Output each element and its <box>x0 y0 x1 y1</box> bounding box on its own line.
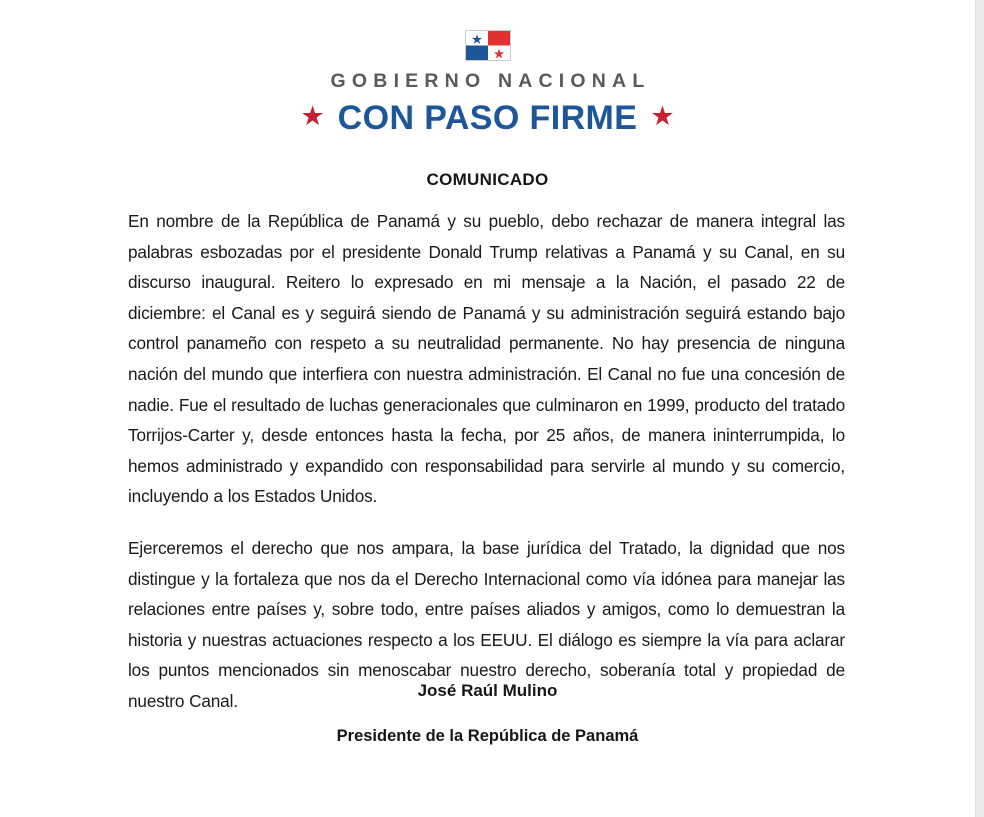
signature-block <box>0 682 975 745</box>
letterhead <box>0 30 975 135</box>
panama-flag-emblem <box>465 30 511 61</box>
slogan-row <box>0 98 975 137</box>
viewer-edge <box>975 0 984 817</box>
signer-name: José Raúl Mulino <box>417 681 558 700</box>
star-right-icon: ★ <box>650 101 675 131</box>
slogan-text: CON PASO FIRME <box>337 98 638 137</box>
star-left-icon: ★ <box>300 101 325 131</box>
body-paragraph: En nombre de la República de Panamá y su pueblo, debo rechazar de manera integral las palabras esbozadas por el presidente Donald Trump relativas a Panamá y su Canal, en su discurso inaugural. Reitero lo expresado en mi mensaje a la Nación, el pasado 22 de diciembre: el Canal es y seguirá siendo de Panamá y su administración seguirá estando bajo control panameño con respeto a su neutralidad permanente. No hay presencia de ninguna nación del mundo que interfiera con nuestra administración. El Canal no fue una concesión de nadie. Fue el resultado de luchas generacionales que culminaron en 1999, producto del tratado Torrijos-Carter y, desde entonces hasta la fecha, por 25 años, de manera ininterrumpida, lo hemos administrado y expandido con responsabilidad para servirle al mundo y su comercio, incluyendo a los Estados Unidos. <box>128 211 845 507</box>
document-title: COMUNICADO <box>426 170 549 189</box>
signer-title: Presidente de la República de Panamá <box>336 727 639 745</box>
organization-name: GOBIERNO NACIONAL <box>330 70 651 92</box>
document-body <box>128 206 845 717</box>
body-paragraph: Ejerceremos el derecho que nos ampara, la base jurídica del Tratado, la dignidad que nos distingue y la fortaleza que nos da el Derecho Internacional como vía idónea para manejar las relaciones entre países y, sobre todo, entre países aliados y amigos, como lo demuestran la historia y nuestras actuaciones respecto a los EEUU. El diálogo es siempre la vía para aclarar los puntos mencionados sin menoscabar nuestro derecho, soberanía total y propiedad de nuestro Canal. <box>128 537 845 711</box>
